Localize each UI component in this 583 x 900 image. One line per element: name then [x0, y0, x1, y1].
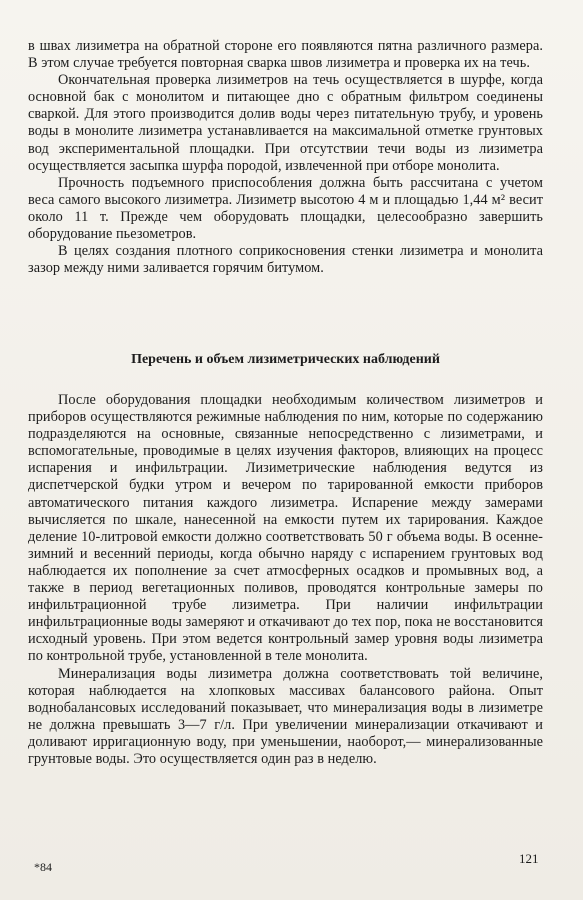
paragraph: Окончательная проверка лизиметров на течь осуществляется в шурфе, когда основной бак с монолитом и питающее дно с обратным фильтром соединены сваркой. Для этого производится долив воды через питательную трубу, и уровень воды в монолите лизиметра устанавливается на максимальной отметке грунтовых вод экспериментальной площадки. При отсутствии течи воды из лизиметра осуществляется засыпка шурфа породой, извлеченной при отборе монолита. — [28, 72, 543, 174]
printer-signature: *84 — [34, 860, 52, 874]
paragraph: Минерализация воды лизиметра должна соответствовать той величине, которая наблюдается на хлопковых массивах балансового района. Опыт воднобалансовых исследований показывает, что минерализация воды в лизиметре не должна превышать 3—7 г/л. При увеличении минерализации откачивают и доливают ирригационную воду, при уменьшении, наоборот,— минерализованные грунтовые воды. Это осуществляется один раз в неделю. — [28, 665, 543, 767]
section-title: Перечень и объем лизиметрических наблюдений — [131, 352, 440, 367]
paragraph: После оборудования площадки необходимым количеством лизиметров и приборов осуществляются режимные наблюдения по ним, которые по содержанию подразделяются на основные, связанные непосредственно с лизиметрами, и вспомогательные, проводимые в целях изучения факторов, влияющих на процесс испарения и инфильтрации. Лизиметрические наблюдения ведутся из диспетчерской будки утром и вечером по тарированной емкости приборов автоматического питания каждого лизиметра. Испарение между замерами вычисляется по шкале, нанесенной на емкости путем их тарирования. Каждое деление 10-литровой емкости должно соответствовать 50 г объема воды. В осенне-зимний и весенний периоды, когда обычно наряду с испарением грунтовых вод наблюдается их пополнение за счет атмосферных осадков и промывных вод, а также в период вегетационных поливов, проводятся контрольные замеры по инфильтрационной трубе лизиметра. При наличии инфильтрации инфильтрационные воды замеряют и откачивают до тех пор, пока не восстановится исходный уровень. При этом ведется контрольный замер уровня воды лизиметра по контрольной трубе, установленной в теле монолита. — [28, 392, 543, 665]
paragraph: в швах лизиметра на обратной стороне его появляются пятна различного размера. В этом случае требуется повторная сварка швов лизиметра и проверка их на течь. — [28, 38, 543, 72]
text-block-top — [28, 38, 543, 277]
paragraph: В целях создания плотного соприкосновения стенки лизиметра и монолита зазор между ними заливается горячим битумом. — [28, 243, 543, 277]
page-number: 121 — [519, 851, 539, 866]
paragraph: Прочность подъемного приспособления должна быть рассчитана с учетом веса самого высокого лизиметра. Лизиметр высотою 4 м и площадью 1,44 м² весит около 11 т. Прежде чем оборудовать площадки, целесообразно завершить оборудование пьезометров. — [28, 174, 543, 243]
text-block-bottom — [28, 392, 543, 768]
